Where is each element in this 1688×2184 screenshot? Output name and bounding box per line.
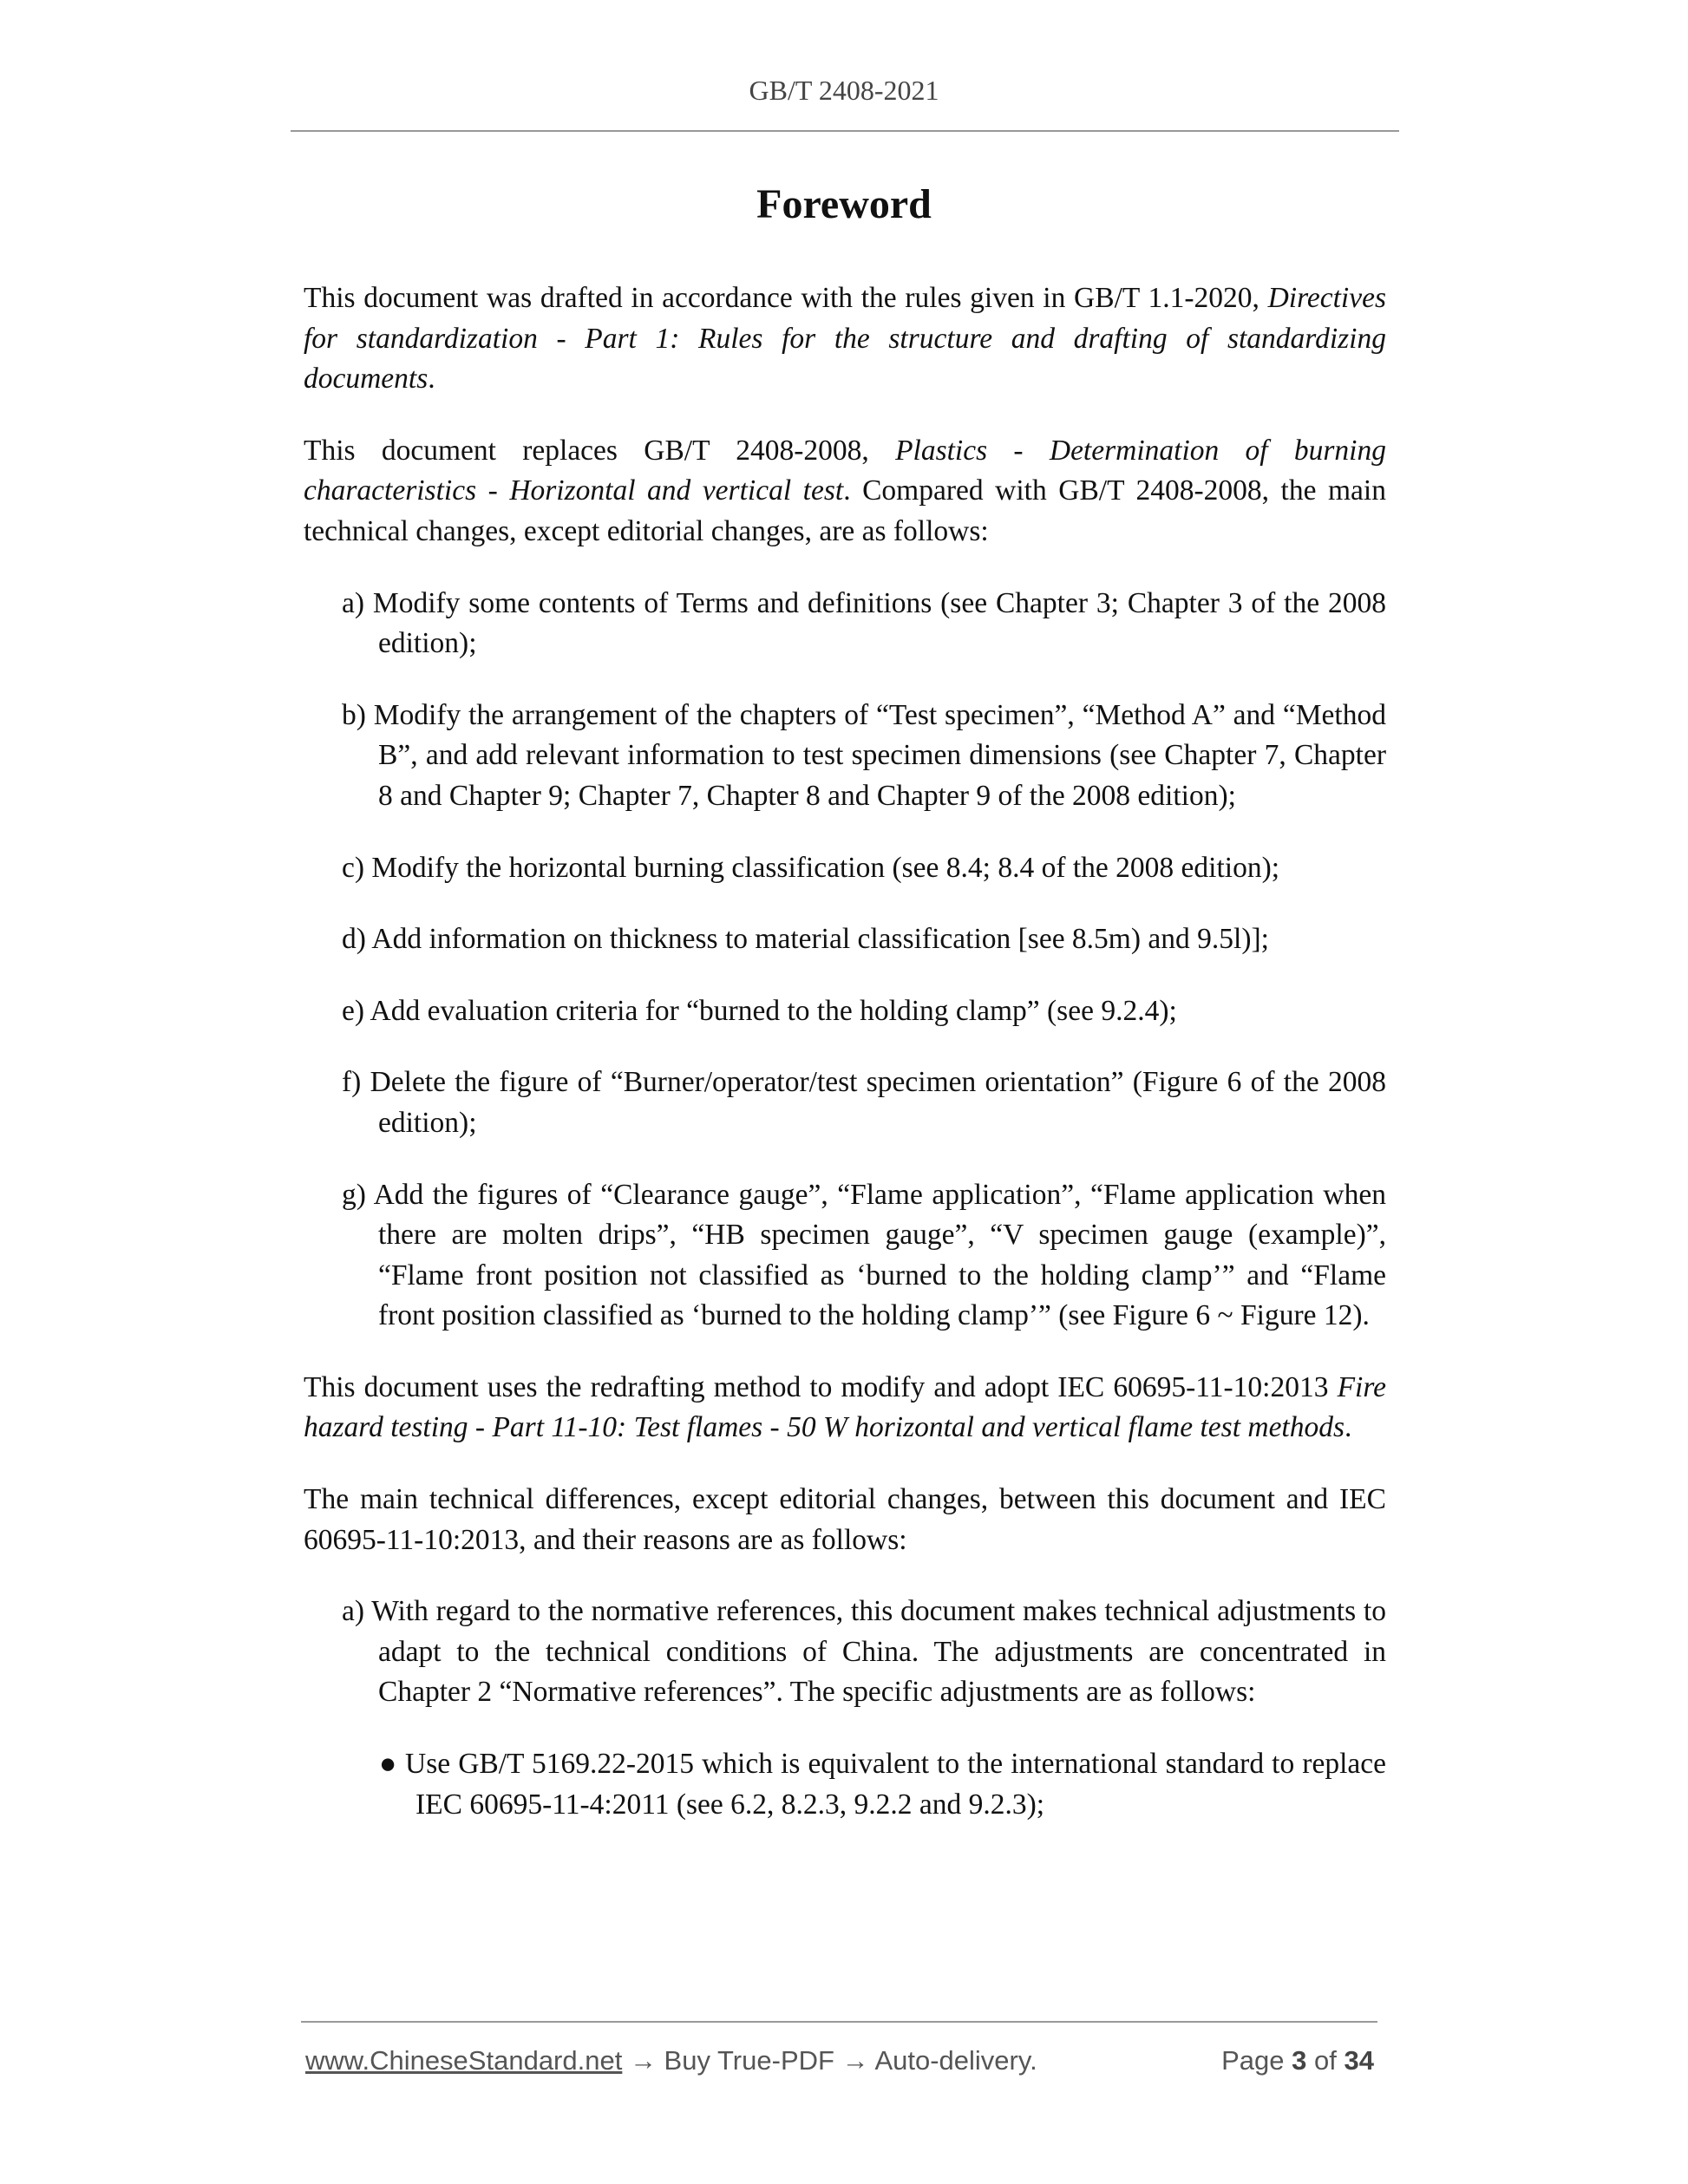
text-segment: The main technical differences, except editorial changes, between this document and IEC 60695-11-10:2013, and their reasons are as follows: [304, 1483, 1386, 1556]
text-segment: . Compared with GB/T 2408-2008, the main technical changes, except editorial changes, are as follows: [304, 474, 1386, 547]
text-segment: b) Modify the arrangement of the chapters of “Test specimen”, “Method A” and “Method B”, and add relevant information to test specimen dimensions (see Chapter 7, Chapter 8 and Chapter 9; Chapter 7, Chapter 8 and Chapter 9 of the 2008 edition); [342, 698, 1386, 812]
text-segment: This document uses the redrafting method to modify and adopt IEC 60695-11-10:2013 [304, 1370, 1338, 1403]
list-item [304, 919, 1386, 960]
running-header: GB/T 2408-2021 [749, 75, 939, 106]
text-segment: . [428, 363, 435, 396]
footer-tagline: → Buy True-PDF → Auto-delivery. [622, 2045, 1037, 2076]
italic-title-text: Plastics - Determination of burning characteristics - Horizontal and vertical test [304, 434, 1386, 507]
page-title: Foreword [756, 181, 932, 227]
list-item [304, 1063, 1386, 1143]
list-item [304, 696, 1386, 817]
page-label: Page [1221, 2045, 1285, 2076]
text-segment: This document replaces GB/T 2408-2008, [304, 434, 896, 467]
website-link[interactable]: www.ChineseStandard.net [305, 2045, 623, 2076]
text-segment: This document was drafted in accordance with the rules given in GB/T 1.1-2020, [304, 282, 1268, 314]
text-segment: a) Modify some contents of Terms and definitions (see Chapter 3; Chapter 3 of the 2008 edition); [342, 586, 1386, 660]
paragraph [304, 278, 1386, 400]
italic-title-text: Directives for standardization - Part 1: Rules for the structure and drafting of standardizing documents [304, 282, 1386, 396]
page-number: 3 [1292, 2045, 1307, 2076]
text-segment: g) Add the figures of “Clearance gauge”, “Flame application”, “Flame application when there are molten drips”, “HB specimen gauge”, “V specimen gauge (example)”, “Flame front position not classified as ‘burned to the holding clamp’” and “Flame front position classified as ‘burned to the holding clamp’” (see Figure 6 ~ Figure 12). [342, 1178, 1386, 1332]
paragraph [304, 431, 1386, 553]
footer [305, 2045, 1374, 2076]
text-segment: d) Add information on thickness to material classification [see 8.5m) and 9.5l)]; [342, 923, 1269, 956]
list-item [304, 848, 1386, 889]
bullet-item [304, 1744, 1386, 1825]
text-segment: a) With regard to the normative references, this document makes technical adjustments to adapt to the technical conditions of China. The adjustments are concentrated in Chapter 2 “Normative references”. The specific adjustments are as follows: [342, 1595, 1386, 1709]
footer-divider [301, 2021, 1377, 2023]
text-segment: ● Use GB/T 5169.22-2015 which is equivalent to the international standard to replace IEC 60695-11-4:2011 (see 6.2, 8.2.3, 9.2.2 and 9.2.3); [379, 1748, 1386, 1821]
text-segment: . [1345, 1411, 1352, 1444]
list-item [304, 584, 1386, 664]
paragraph [304, 1480, 1386, 1560]
of-label: of [1314, 2045, 1337, 2076]
page-indicator [1221, 2045, 1374, 2076]
page-total: 34 [1344, 2045, 1374, 2076]
paragraph [304, 1368, 1386, 1448]
list-item [304, 1175, 1386, 1337]
list-item [304, 1592, 1386, 1713]
header-divider [291, 130, 1399, 132]
text-segment: f) Delete the figure of “Burner/operator/test specimen orientation” (Figure 6 of the 2008 edition); [342, 1066, 1386, 1139]
body-text [304, 278, 1386, 1856]
text-segment: e) Add evaluation criteria for “burned to the holding clamp” (see 9.2.4); [342, 994, 1177, 1027]
list-item [304, 991, 1386, 1032]
text-segment: c) Modify the horizontal burning classification (see 8.4; 8.4 of the 2008 edition); [342, 851, 1280, 884]
italic-title-text: Fire hazard testing - Part 11-10: Test flames - 50 W horizontal and vertical flame test methods [304, 1370, 1386, 1444]
